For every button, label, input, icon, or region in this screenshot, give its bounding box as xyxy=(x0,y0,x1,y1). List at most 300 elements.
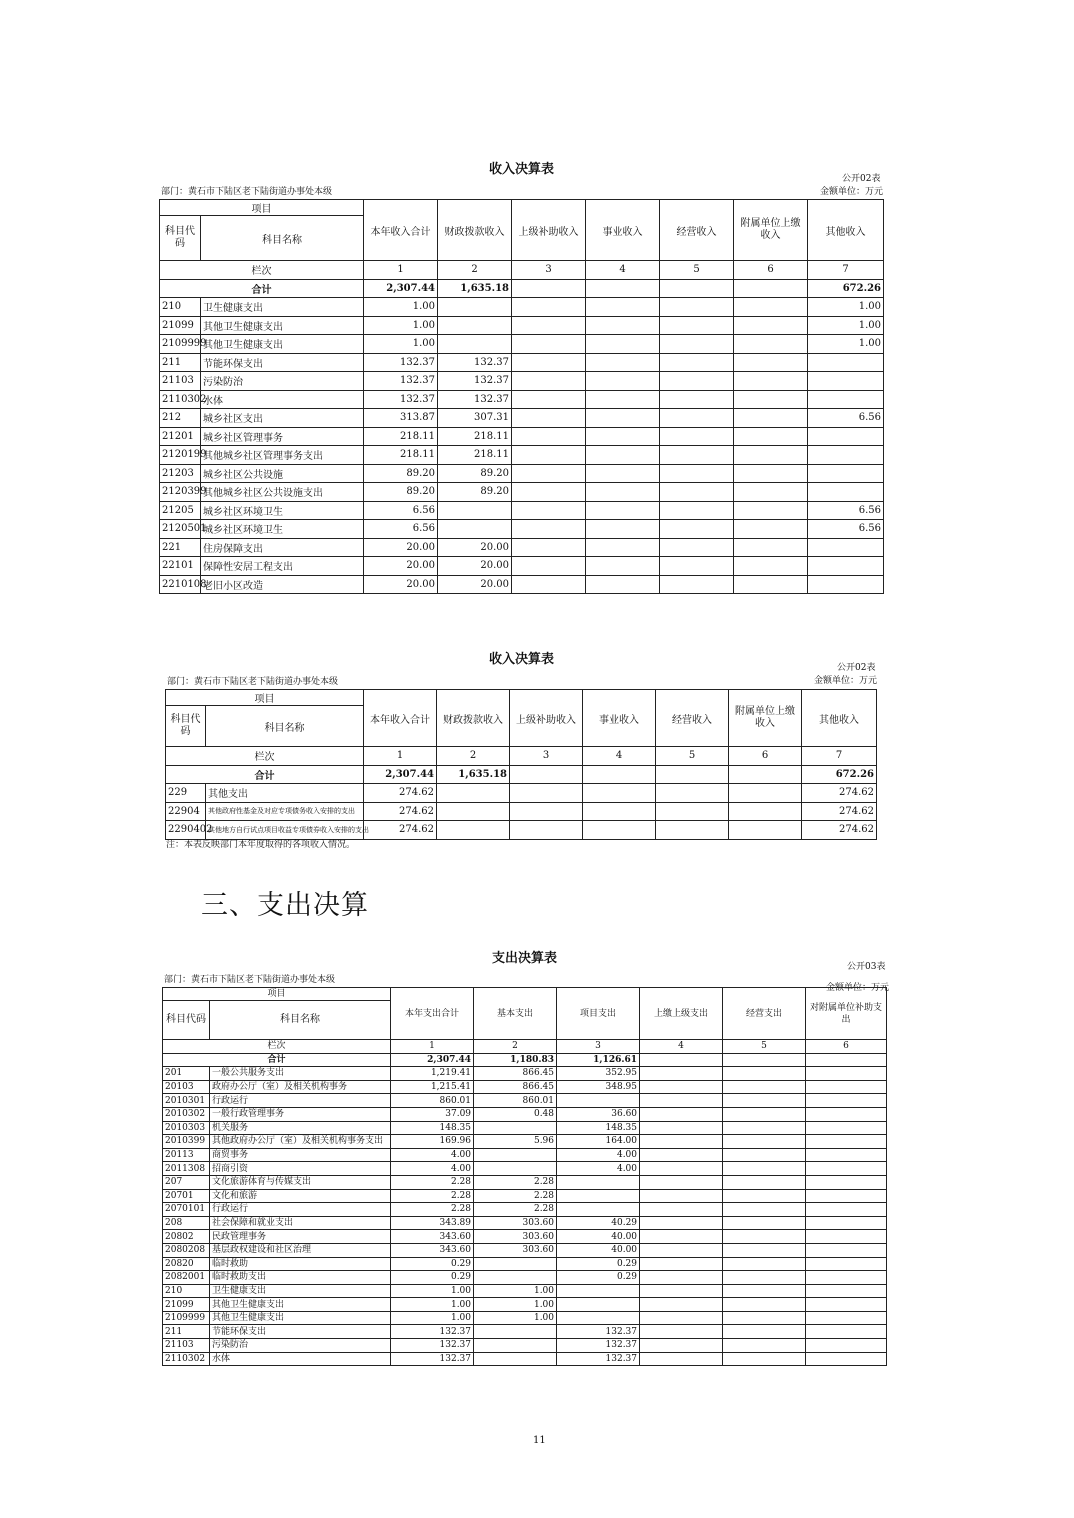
subject-code: 20113 xyxy=(163,1148,210,1162)
expenditure-table xyxy=(162,987,887,1366)
amount-cell xyxy=(808,575,884,594)
subject-code: 2010302 xyxy=(163,1107,210,1121)
subject-name: 其他政府办公厅（室）及相关机构事务支出 xyxy=(210,1135,391,1149)
amount-cell xyxy=(808,464,884,483)
amount-cell xyxy=(512,483,586,502)
amount-cell: 1.00 xyxy=(474,1311,557,1325)
amount-cell: 132.37 xyxy=(557,1352,640,1366)
amount-cell: 5.96 xyxy=(474,1135,557,1149)
income-table-1 xyxy=(159,199,884,594)
amount-cell xyxy=(512,446,586,465)
amount-cell: 303.60 xyxy=(474,1230,557,1244)
amount-cell: 2.28 xyxy=(474,1203,557,1217)
amount-cell xyxy=(806,1284,887,1298)
amount-cell xyxy=(734,353,808,372)
subject-name: 社会保障和就业支出 xyxy=(210,1216,391,1230)
table3-body xyxy=(163,1067,887,1366)
header-code: 科目代码 xyxy=(163,1001,210,1040)
amount-cell xyxy=(586,372,660,391)
header-col-2: 财政拨款收入 xyxy=(437,690,510,747)
amount-cell xyxy=(640,1339,723,1353)
amount-cell: 89.20 xyxy=(364,483,438,502)
amount-cell xyxy=(806,1271,887,1285)
table-row xyxy=(163,1189,887,1203)
amount-cell xyxy=(723,1107,806,1121)
amount-cell: 132.37 xyxy=(438,390,512,409)
amount-cell xyxy=(806,1352,887,1366)
subject-code: 2109999 xyxy=(163,1311,210,1325)
amount-cell xyxy=(806,1094,887,1108)
page-number: 11 xyxy=(533,1435,546,1446)
table-row xyxy=(160,557,884,576)
amount-cell xyxy=(640,1311,723,1325)
amount-cell: 1.00 xyxy=(474,1284,557,1298)
subject-name: 其他城乡社区管理事务支出 xyxy=(201,446,364,465)
table-row xyxy=(163,1230,887,1244)
table-row xyxy=(163,1067,887,1081)
amount-cell xyxy=(583,821,656,840)
amount-cell xyxy=(640,1298,723,1312)
amount-cell xyxy=(438,501,512,520)
amount-cell: 2.28 xyxy=(474,1189,557,1203)
amount-cell xyxy=(438,335,512,354)
amount-cell xyxy=(723,1339,806,1353)
subject-code: 21205 xyxy=(160,501,201,520)
table-row xyxy=(163,1121,887,1135)
amount-cell xyxy=(512,335,586,354)
subject-code: 20701 xyxy=(163,1189,210,1203)
amount-cell: 2.28 xyxy=(391,1203,474,1217)
subject-name: 行政运行 xyxy=(210,1094,391,1108)
table-row xyxy=(160,538,884,557)
table2-unit: 金额单位：万元 xyxy=(814,676,878,686)
subject-code: 21203 xyxy=(160,464,201,483)
col-num: 3 xyxy=(512,261,586,280)
total-cell: 1,635.18 xyxy=(438,279,512,298)
header-item: 项目 xyxy=(163,988,391,1001)
amount-cell xyxy=(474,1121,557,1135)
table1-form-code: 公开02表 xyxy=(842,174,881,184)
section-heading: 三、支出决算 xyxy=(201,890,369,921)
header-code: 科目代码 xyxy=(166,706,206,747)
amount-cell xyxy=(557,1203,640,1217)
amount-cell xyxy=(557,1094,640,1108)
amount-cell xyxy=(640,1203,723,1217)
col-num: 6 xyxy=(806,1040,887,1054)
table3-title: 支出决算表 xyxy=(492,951,558,966)
amount-cell: 89.20 xyxy=(438,483,512,502)
amount-cell xyxy=(640,1107,723,1121)
subject-code: 2080208 xyxy=(163,1243,210,1257)
subject-code: 211 xyxy=(163,1325,210,1339)
amount-cell xyxy=(586,538,660,557)
amount-cell xyxy=(586,298,660,317)
amount-cell xyxy=(723,1162,806,1176)
table1-title: 收入决算表 xyxy=(489,162,555,177)
col-num: 4 xyxy=(640,1040,723,1054)
header-col-1: 本年支出合计 xyxy=(391,988,474,1040)
amount-cell xyxy=(438,316,512,335)
subject-code: 2109999 xyxy=(160,335,201,354)
amount-cell: 274.62 xyxy=(802,784,877,803)
table-row xyxy=(160,501,884,520)
amount-cell xyxy=(660,409,734,428)
header-col-2: 财政拨款收入 xyxy=(438,200,512,261)
amount-cell: 860.01 xyxy=(474,1094,557,1108)
amount-cell: 1.00 xyxy=(364,335,438,354)
subject-name: 其他城乡社区公共设施支出 xyxy=(201,483,364,502)
amount-cell: 36.60 xyxy=(557,1107,640,1121)
amount-cell: 20.00 xyxy=(364,538,438,557)
subject-code: 20820 xyxy=(163,1257,210,1271)
total-label: 合计 xyxy=(163,1053,391,1067)
amount-cell: 1,215.41 xyxy=(391,1080,474,1094)
subject-code: 2070101 xyxy=(163,1203,210,1217)
amount-cell xyxy=(806,1230,887,1244)
subject-code: 21099 xyxy=(160,316,201,335)
table-row xyxy=(166,784,877,803)
amount-cell xyxy=(808,390,884,409)
table-row xyxy=(163,1107,887,1121)
table-row xyxy=(160,427,884,446)
amount-cell xyxy=(723,1216,806,1230)
subject-name: 其他卫生健康支出 xyxy=(210,1311,391,1325)
amount-cell xyxy=(640,1352,723,1366)
amount-cell xyxy=(729,802,802,821)
subject-name: 污染防治 xyxy=(210,1339,391,1353)
amount-cell xyxy=(557,1284,640,1298)
amount-cell xyxy=(729,821,802,840)
table-row xyxy=(163,1257,887,1271)
amount-cell xyxy=(512,501,586,520)
amount-cell: 0.29 xyxy=(557,1257,640,1271)
subject-name: 其他支出 xyxy=(206,784,364,803)
subject-code: 2120199 xyxy=(160,446,201,465)
amount-cell xyxy=(734,446,808,465)
amount-cell: 1.00 xyxy=(364,298,438,317)
subject-name: 基层政权建设和社区治理 xyxy=(210,1243,391,1257)
amount-cell: 6.56 xyxy=(808,409,884,428)
table2-note: 注：本表反映部门本年度取得的各项收入情况。 xyxy=(166,840,356,850)
amount-cell xyxy=(512,316,586,335)
amount-cell xyxy=(512,427,586,446)
header-col-6: 对附属单位补助支出 xyxy=(806,988,887,1040)
amount-cell xyxy=(660,575,734,594)
amount-cell xyxy=(660,557,734,576)
amount-cell xyxy=(660,538,734,557)
amount-cell xyxy=(660,501,734,520)
amount-cell xyxy=(640,1067,723,1081)
amount-cell: 6.56 xyxy=(364,501,438,520)
amount-cell: 20.00 xyxy=(438,575,512,594)
col-num: 2 xyxy=(438,261,512,280)
amount-cell xyxy=(512,464,586,483)
table-row xyxy=(163,1080,887,1094)
amount-cell xyxy=(806,1257,887,1271)
amount-cell: 37.09 xyxy=(391,1107,474,1121)
amount-cell xyxy=(806,1067,887,1081)
amount-cell: 6.56 xyxy=(808,520,884,539)
amount-cell xyxy=(586,427,660,446)
subject-code: 207 xyxy=(163,1175,210,1189)
amount-cell xyxy=(586,316,660,335)
amount-cell xyxy=(474,1339,557,1353)
amount-cell xyxy=(734,483,808,502)
amount-cell: 0.48 xyxy=(474,1107,557,1121)
amount-cell: 1.00 xyxy=(391,1284,474,1298)
amount-cell: 274.62 xyxy=(364,821,437,840)
amount-cell: 148.35 xyxy=(391,1121,474,1135)
amount-cell xyxy=(512,538,586,557)
amount-cell xyxy=(808,446,884,465)
amount-cell: 1.00 xyxy=(474,1298,557,1312)
amount-cell xyxy=(806,1216,887,1230)
subject-name: 城乡社区环境卫生 xyxy=(201,501,364,520)
amount-cell: 0.29 xyxy=(557,1271,640,1285)
amount-cell xyxy=(660,353,734,372)
amount-cell: 0.29 xyxy=(391,1271,474,1285)
amount-cell xyxy=(660,427,734,446)
table-row xyxy=(163,1339,887,1353)
amount-cell: 218.11 xyxy=(438,446,512,465)
amount-cell xyxy=(510,802,583,821)
table-row xyxy=(163,1162,887,1176)
total-label: 合计 xyxy=(160,279,364,298)
amount-cell: 352.95 xyxy=(557,1067,640,1081)
total-cell xyxy=(510,765,583,784)
amount-cell xyxy=(474,1325,557,1339)
amount-cell xyxy=(806,1107,887,1121)
amount-cell xyxy=(806,1175,887,1189)
amount-cell xyxy=(806,1121,887,1135)
amount-cell xyxy=(583,802,656,821)
amount-cell xyxy=(808,557,884,576)
subject-code: 201 xyxy=(163,1067,210,1081)
amount-cell xyxy=(438,298,512,317)
subject-name: 招商引资 xyxy=(210,1162,391,1176)
amount-cell xyxy=(640,1094,723,1108)
amount-cell xyxy=(660,464,734,483)
amount-cell: 2.28 xyxy=(474,1175,557,1189)
amount-cell xyxy=(723,1311,806,1325)
col-num: 2 xyxy=(437,747,510,766)
amount-cell xyxy=(723,1135,806,1149)
table-row xyxy=(163,1352,887,1366)
amount-cell: 218.11 xyxy=(364,427,438,446)
amount-cell xyxy=(806,1203,887,1217)
amount-cell: 6.56 xyxy=(364,520,438,539)
header-col-5: 经营支出 xyxy=(723,988,806,1040)
subject-name: 城乡社区支出 xyxy=(201,409,364,428)
amount-cell xyxy=(723,1189,806,1203)
amount-cell xyxy=(806,1080,887,1094)
table-row xyxy=(160,316,884,335)
amount-cell xyxy=(808,427,884,446)
subject-name: 其他卫生健康支出 xyxy=(210,1298,391,1312)
amount-cell: 40.00 xyxy=(557,1230,640,1244)
subject-name: 城乡社区管理事务 xyxy=(201,427,364,446)
table1-unit: 金额单位：万元 xyxy=(820,187,884,197)
table2-department: 部门：黄石市下陆区老下陆街道办事处本级 xyxy=(167,677,339,687)
amount-cell xyxy=(640,1271,723,1285)
amount-cell xyxy=(806,1162,887,1176)
amount-cell xyxy=(640,1284,723,1298)
table-row xyxy=(166,802,877,821)
subject-code: 2110302 xyxy=(163,1352,210,1366)
amount-cell xyxy=(723,1325,806,1339)
amount-cell xyxy=(586,446,660,465)
subject-code: 2010303 xyxy=(163,1121,210,1135)
amount-cell xyxy=(640,1230,723,1244)
amount-cell xyxy=(734,575,808,594)
subject-name: 水体 xyxy=(210,1352,391,1366)
subject-code: 2110302 xyxy=(160,390,201,409)
amount-cell xyxy=(734,335,808,354)
amount-cell xyxy=(583,784,656,803)
table-row xyxy=(163,1284,887,1298)
subject-name: 卫生健康支出 xyxy=(210,1284,391,1298)
amount-cell: 132.37 xyxy=(438,372,512,391)
total-cell xyxy=(640,1053,723,1067)
col-num: 1 xyxy=(364,747,437,766)
amount-cell xyxy=(474,1257,557,1271)
amount-cell: 866.45 xyxy=(474,1080,557,1094)
subject-code: 21103 xyxy=(160,372,201,391)
header-col-3: 上级补助收入 xyxy=(510,690,583,747)
col-num: 5 xyxy=(656,747,729,766)
col-num: 7 xyxy=(808,261,884,280)
amount-cell xyxy=(723,1230,806,1244)
table-row xyxy=(160,575,884,594)
header-code: 科目代码 xyxy=(160,216,201,261)
table-row xyxy=(160,335,884,354)
total-cell: 1,126.61 xyxy=(557,1053,640,1067)
subject-code: 2120501 xyxy=(160,520,201,539)
amount-cell xyxy=(723,1352,806,1366)
subject-name: 民政管理事务 xyxy=(210,1230,391,1244)
amount-cell xyxy=(512,575,586,594)
subject-code: 20103 xyxy=(163,1080,210,1094)
amount-cell xyxy=(586,464,660,483)
table-row xyxy=(160,409,884,428)
subject-name: 节能环保支出 xyxy=(201,353,364,372)
total-cell xyxy=(512,279,586,298)
total-cell xyxy=(723,1053,806,1067)
amount-cell xyxy=(512,372,586,391)
amount-cell: 303.60 xyxy=(474,1243,557,1257)
amount-cell: 40.00 xyxy=(557,1243,640,1257)
amount-cell xyxy=(656,802,729,821)
header-col-1: 本年收入合计 xyxy=(364,200,438,261)
amount-cell xyxy=(660,520,734,539)
table-row xyxy=(163,1216,887,1230)
amount-cell xyxy=(806,1135,887,1149)
amount-cell xyxy=(660,372,734,391)
total-cell xyxy=(586,279,660,298)
amount-cell: 1.00 xyxy=(391,1298,474,1312)
amount-cell xyxy=(660,446,734,465)
table-row xyxy=(160,520,884,539)
amount-cell xyxy=(734,557,808,576)
amount-cell: 4.00 xyxy=(557,1162,640,1176)
amount-cell xyxy=(734,372,808,391)
amount-cell xyxy=(640,1257,723,1271)
amount-cell xyxy=(660,298,734,317)
subject-code: 208 xyxy=(163,1216,210,1230)
amount-cell: 40.29 xyxy=(557,1216,640,1230)
table-row xyxy=(163,1311,887,1325)
table-row xyxy=(160,464,884,483)
amount-cell: 307.31 xyxy=(438,409,512,428)
table1-body xyxy=(160,298,884,594)
table3-form-code: 公开03表 xyxy=(847,962,886,972)
amount-cell xyxy=(640,1135,723,1149)
subject-code: 221 xyxy=(160,538,201,557)
amount-cell xyxy=(640,1175,723,1189)
table-row xyxy=(163,1243,887,1257)
amount-cell xyxy=(729,784,802,803)
total-cell: 2,307.44 xyxy=(364,765,437,784)
amount-cell xyxy=(806,1243,887,1257)
subject-name: 临时救助支出 xyxy=(210,1271,391,1285)
subject-name: 卫生健康支出 xyxy=(201,298,364,317)
amount-cell: 303.60 xyxy=(474,1216,557,1230)
subject-name: 保障性安居工程支出 xyxy=(201,557,364,576)
total-cell: 2,307.44 xyxy=(391,1053,474,1067)
table-row xyxy=(160,353,884,372)
subject-name: 一般公共服务支出 xyxy=(210,1067,391,1081)
amount-cell: 348.95 xyxy=(557,1080,640,1094)
income-table-2 xyxy=(165,689,877,840)
subject-name: 其他卫生健康支出 xyxy=(201,335,364,354)
amount-cell xyxy=(474,1352,557,1366)
amount-cell xyxy=(723,1257,806,1271)
subject-name: 文化和旅游 xyxy=(210,1189,391,1203)
amount-cell xyxy=(640,1162,723,1176)
amount-cell xyxy=(586,409,660,428)
amount-cell: 4.00 xyxy=(557,1148,640,1162)
amount-cell: 20.00 xyxy=(438,538,512,557)
subject-name: 机关服务 xyxy=(210,1121,391,1135)
amount-cell: 1,219.41 xyxy=(391,1067,474,1081)
header-lanci: 栏次 xyxy=(166,747,364,766)
subject-code: 212 xyxy=(160,409,201,428)
amount-cell xyxy=(656,784,729,803)
header-name: 科目名称 xyxy=(210,1001,391,1040)
amount-cell xyxy=(640,1121,723,1135)
table-row xyxy=(163,1325,887,1339)
subject-name: 水体 xyxy=(201,390,364,409)
amount-cell: 148.35 xyxy=(557,1121,640,1135)
amount-cell xyxy=(474,1271,557,1285)
amount-cell: 20.00 xyxy=(364,557,438,576)
amount-cell xyxy=(640,1243,723,1257)
amount-cell xyxy=(734,427,808,446)
amount-cell xyxy=(512,409,586,428)
amount-cell xyxy=(510,821,583,840)
table3-department: 部门：黄石市下陆区老下陆街道办事处本级 xyxy=(164,975,336,985)
subject-code: 21103 xyxy=(163,1339,210,1353)
table2-title: 收入决算表 xyxy=(489,652,555,667)
subject-code: 2120399 xyxy=(160,483,201,502)
amount-cell xyxy=(723,1298,806,1312)
amount-cell: 1.00 xyxy=(808,298,884,317)
amount-cell xyxy=(660,390,734,409)
amount-cell xyxy=(586,557,660,576)
table-row xyxy=(166,821,877,840)
amount-cell: 2.28 xyxy=(391,1189,474,1203)
subject-code: 21201 xyxy=(160,427,201,446)
